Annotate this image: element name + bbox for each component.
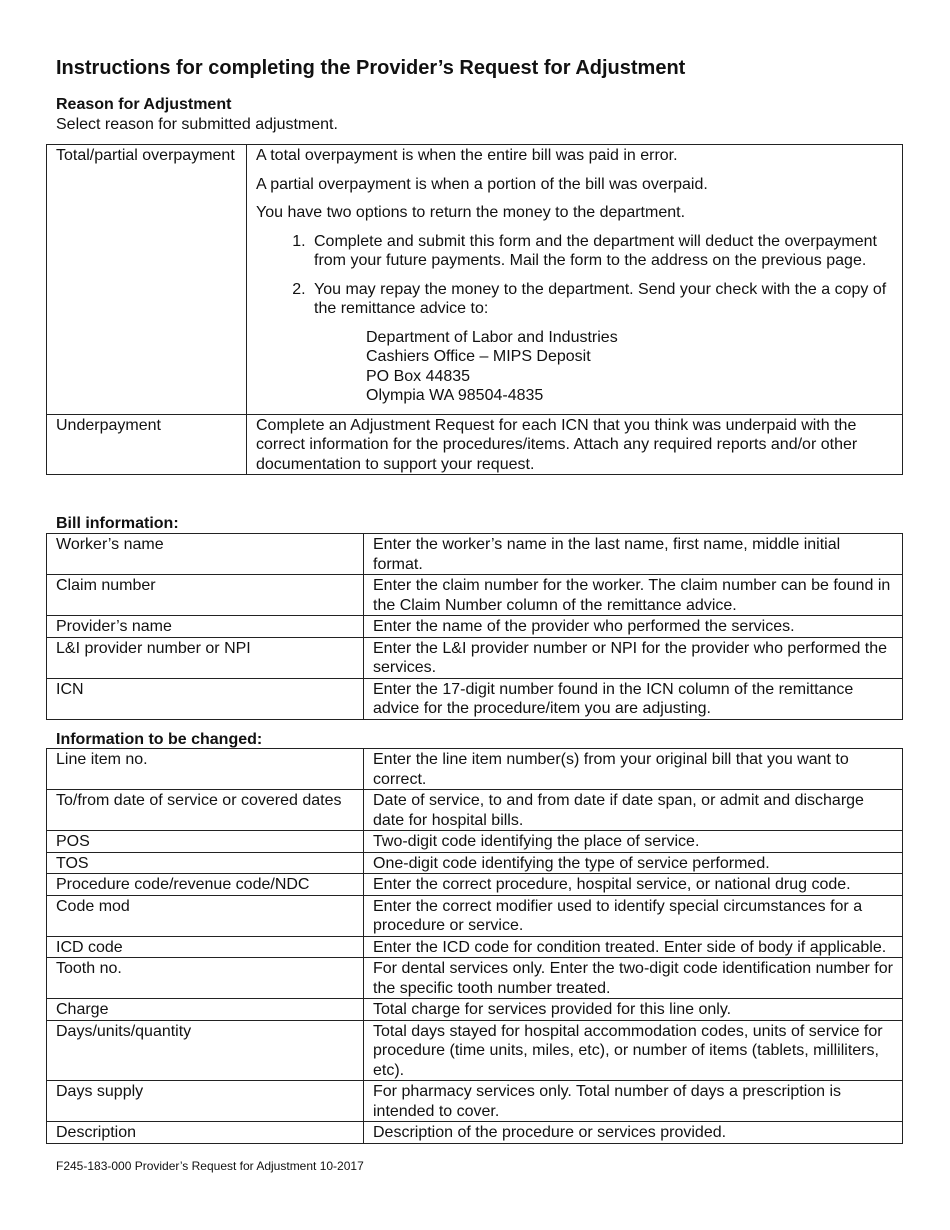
reason-table — [46, 144, 903, 475]
field-instruction-cell: Enter the correct modifier used to identify special circumstances for a procedure or service. — [364, 895, 903, 936]
field-name-cell: Charge — [47, 999, 364, 1021]
table-row — [47, 958, 903, 999]
field-name-cell: ICN — [47, 678, 364, 719]
overpayment-paragraph: You have two options to return the money to the department. — [256, 204, 686, 221]
change-info-heading: Information to be changed: — [56, 731, 263, 748]
field-instruction-cell: Enter the claim number for the worker. The claim number can be found in the Claim Number column of the remittance advice. — [364, 575, 903, 616]
table-row — [47, 616, 903, 638]
table-row — [47, 414, 903, 475]
field-instruction-cell: Enter the correct procedure, hospital service, or national drug code. — [364, 874, 903, 896]
reason-heading: Reason for Adjustment — [56, 96, 232, 113]
bill-info-heading: Bill information: — [56, 515, 179, 532]
table-row — [47, 1020, 903, 1081]
table-row — [47, 999, 903, 1021]
field-name-cell: Code mod — [47, 895, 364, 936]
field-name-cell: Provider’s name — [47, 616, 364, 638]
table-row — [47, 534, 903, 575]
field-instruction-cell: For dental services only. Enter the two-digit code identification number for the specific tooth number treated. — [364, 958, 903, 999]
table-row — [47, 831, 903, 853]
mailing-address — [366, 328, 893, 406]
table-row — [47, 874, 903, 896]
underpayment-description: Complete an Adjustment Request for each ICN that you think was underpaid with the correct information for the procedures/items. Attach any required reports and/or other documentation to support your request. — [247, 414, 903, 475]
field-name-cell: Claim number — [47, 575, 364, 616]
field-name-cell: Description — [47, 1122, 364, 1144]
form-footer: F245-183-000 Provider’s Request for Adjustment 10-2017 — [56, 1159, 364, 1173]
field-name-cell: Tooth no. — [47, 958, 364, 999]
address-line: PO Box 44835 — [366, 367, 471, 385]
field-name-cell: L&I provider number or NPI — [47, 637, 364, 678]
field-instruction-cell: Date of service, to and from date if date span, or admit and discharge date for hospital bills. — [364, 790, 903, 831]
option-item: 2. You may repay the money to the department. Send your check with the a copy of the remittance advice to: — [310, 280, 893, 319]
table-row — [47, 1122, 903, 1144]
field-name-cell: Line item no. — [47, 749, 364, 790]
page-title: Instructions for completing the Provider’s Request for Adjustment — [56, 57, 686, 79]
field-instruction-cell: Enter the name of the provider who performed the services. — [364, 616, 903, 638]
table-row — [47, 678, 903, 719]
field-instruction-cell: Enter the worker’s name in the last name, first name, middle initial format. — [364, 534, 903, 575]
address-line: Cashiers Office – MIPS Deposit — [366, 348, 591, 365]
table-row — [47, 749, 903, 790]
bill-info-table — [46, 533, 903, 720]
field-name-cell: Days supply — [47, 1081, 364, 1122]
field-name-cell: ICD code — [47, 936, 364, 958]
table-row — [47, 145, 903, 415]
table-row — [47, 895, 903, 936]
overpayment-paragraph: A total overpayment is when the entire bill was paid in error. — [256, 147, 678, 164]
option-item: 1. Complete and submit this form and the department will deduct the overpayment from your future payments. Mail the form to the address on the previous page. — [310, 232, 893, 271]
field-name-cell: TOS — [47, 852, 364, 874]
address-line: Department of Labor and Industries — [366, 328, 618, 346]
change-info-table — [46, 748, 903, 1144]
overpayment-description — [247, 145, 903, 415]
field-instruction-cell: Total days stayed for hospital accommodation codes, units of service for procedure (time units, miles, etc), or number of items (tablets, milliliters, etc). — [364, 1020, 903, 1081]
field-instruction-cell: One-digit code identifying the type of service performed. — [364, 852, 903, 874]
field-name-cell: Procedure code/revenue code/NDC — [47, 874, 364, 896]
underpayment-label: Underpayment — [47, 414, 247, 475]
field-instruction-cell: Enter the line item number(s) from your original bill that you want to correct. — [364, 749, 903, 790]
overpayment-label: Total/partial overpayment — [47, 145, 247, 415]
field-instruction-cell: Two-digit code identifying the place of service. — [364, 831, 903, 853]
field-name-cell: To/from date of service or covered dates — [47, 790, 364, 831]
table-row — [47, 852, 903, 874]
table-row — [47, 936, 903, 958]
field-instruction-cell: Enter the L&I provider number or NPI for the provider who performed the services. — [364, 637, 903, 678]
table-row — [47, 575, 903, 616]
table-row — [47, 790, 903, 831]
table-row — [47, 637, 903, 678]
overpayment-paragraph: A partial overpayment is when a portion of the bill was overpaid. — [256, 175, 708, 193]
field-instruction-cell: For pharmacy services only. Total number of days a prescription is intended to cover. — [364, 1081, 903, 1122]
field-name-cell: POS — [47, 831, 364, 853]
address-line: Olympia WA 98504-4835 — [366, 387, 544, 404]
field-name-cell: Days/units/quantity — [47, 1020, 364, 1081]
field-instruction-cell: Description of the procedure or services provided. — [364, 1122, 903, 1144]
field-instruction-cell: Total charge for services provided for this line only. — [364, 999, 903, 1021]
field-instruction-cell: Enter the 17-digit number found in the ICN column of the remittance advice for the procedure/item you are adjusting. — [364, 678, 903, 719]
table-row — [47, 1081, 903, 1122]
options-list — [256, 232, 893, 319]
reason-subheading: Select reason for submitted adjustment. — [56, 116, 338, 133]
field-instruction-cell: Enter the ICD code for condition treated. Enter side of body if applicable. — [364, 936, 903, 958]
field-name-cell: Worker’s name — [47, 534, 364, 575]
